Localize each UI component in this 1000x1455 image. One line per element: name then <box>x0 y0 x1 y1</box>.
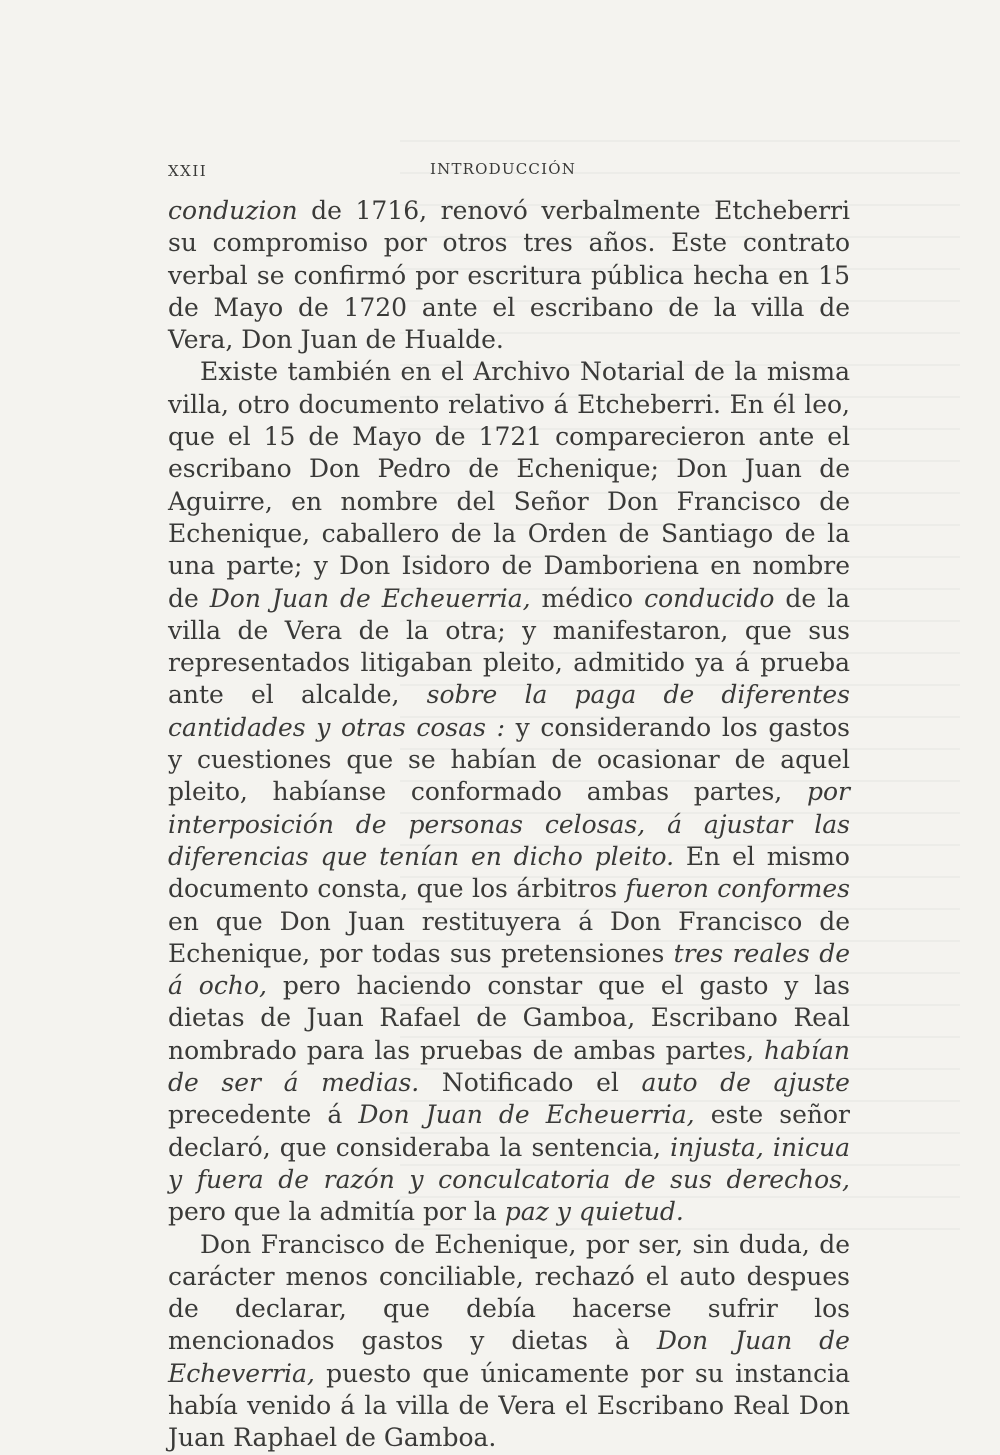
text-run: Existe también en el Archivo Notarial de la misma villa, otro documento relativo á Etcheberri. En él leo, que el 15 de Mayo de 1721 comparecieron ante el escribano Don Pedro de Echenique; Don Juan de Aguirre, en nombre del Señor Don Francisco de Echenique, caballero de la Orden de Santiago de la una parte; y Don Isidoro de Damboriena en nombre de <box>168 357 850 613</box>
text-run: En el mismo documento consta, que los árbitros <box>168 841 850 904</box>
text-run: pero haciendo constar que el gasto y las dietas de Juan Rafael de Gamboa, Escribano Real nombrado para las pruebas de ambas partes, <box>168 971 850 1065</box>
text-run: y considerando los gastos y cuestiones que se habían de ocasionar de aquel pleito, habíanse conformado ambas partes, <box>168 712 850 807</box>
text-run: médico <box>530 583 645 613</box>
italic-text-run: auto de ajuste <box>641 1068 850 1098</box>
text-run: en que Don Juan restituyera á Don Francisco de Echenique, por todas sus pretensiones <box>168 906 850 968</box>
paragraph-2 <box>168 356 850 1228</box>
italic-text-run: tres reales de á ocho, <box>168 938 850 1001</box>
paragraph-3 <box>168 1229 850 1455</box>
italic-text-run: fueron conformes <box>625 874 850 904</box>
italic-text-run: paz y quietud. <box>504 1197 684 1227</box>
italic-text-run: conducido <box>644 583 775 613</box>
italic-text-run: conduzion <box>168 196 298 225</box>
text-run: de la villa de Vera de la otra; y manifestaron, que sus representados litigaban pleito, admitido ya á prueba ante el alcalde, <box>168 583 850 710</box>
text-run: de 1716, renovó verbalmente Etcheberri su compromiso por otros tres años. Este contrato verbal se confirmó por escritura pública hecha en 15 de Mayo de 1720 ante el escribano de la villa de Vera, Don Juan de Hualde. <box>168 196 850 355</box>
italic-text-run: sobre la paga de diferentes cantidades y otras cosas : <box>168 680 850 742</box>
text-run: precedente á <box>168 1100 359 1130</box>
text-run: este señor declaró, que consideraba la sentencia, <box>168 1100 850 1162</box>
italic-text-run: Don Juan de Echeuerria, <box>358 1100 695 1130</box>
italic-text-run: injusta, inicua y fuera de razón y conculcatoria de sus derechos, <box>168 1132 850 1194</box>
italic-text-run: por interposición de personas celosas, á ajustar las diferencias que tenían en dicho pleito. <box>168 777 850 871</box>
page-header <box>168 150 850 190</box>
running-title: INTRODUCCIÓN <box>430 160 577 178</box>
text-run: Notificado el <box>419 1068 642 1098</box>
italic-text-run: habían de ser á medias. <box>168 1035 850 1098</box>
body-text <box>168 195 850 1455</box>
italic-text-run: Don Juan de Echeverria, <box>168 1326 850 1388</box>
italic-text-run: Don Juan de Echeuerria, <box>209 583 531 613</box>
paragraph-1 <box>168 195 850 356</box>
page-number: XXII <box>168 162 208 180</box>
text-run: puesto que únicamente por su instancia había venido á la villa de Vera el Escribano Real Don Juan Raphael de Gamboa. <box>168 1358 850 1453</box>
text-run: Don Francisco de Echenique, por ser, sin duda, de carácter menos conciliable, rechazó el auto despues de declarar, que debía hacerse sufrir los mencionados gastos y dietas à <box>168 1229 850 1356</box>
text-run: pero que la admitía por la <box>168 1197 505 1227</box>
